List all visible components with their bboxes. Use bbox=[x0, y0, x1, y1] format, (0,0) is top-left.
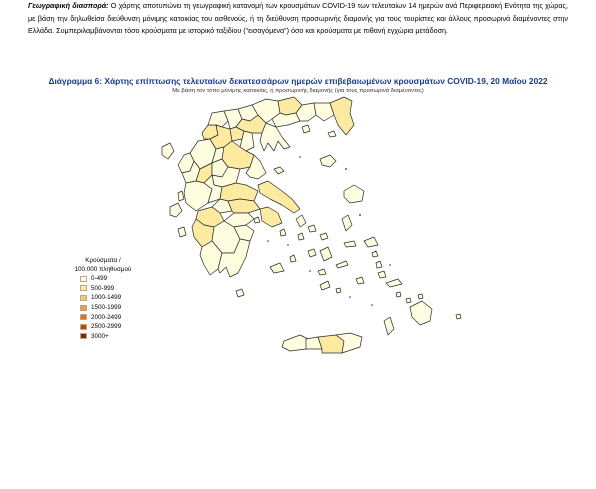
region-kythira bbox=[236, 289, 244, 297]
legend-swatch bbox=[80, 276, 87, 282]
islet-marker bbox=[389, 264, 391, 266]
islet-marker bbox=[359, 214, 361, 216]
map-legend bbox=[58, 256, 148, 341]
legend-item bbox=[80, 284, 148, 294]
region-kos bbox=[386, 279, 402, 287]
legend-swatch bbox=[80, 295, 87, 301]
region-patmos bbox=[372, 251, 378, 257]
legend-item bbox=[80, 303, 148, 313]
region-ikaria bbox=[344, 241, 356, 247]
geographic-distribution-paragraph bbox=[28, 0, 568, 38]
paragraph-body: Ο χάρτης αποτυπώνει τη γεωγραφική κατανομή των κρουσμάτων COVID-19 των τελευταίων 14 ημερών ανά Περιφερειακή Ενότητα της χώρας, με βάση την δηλωθείσα διεύθυνση μόνιμης κατοικίας του ασθενούς, ή τη διεύθυνση προσωρινής διαμονής για τους τουρίστες και άλλους προσωρινά διαμένοντες στην Ελλάδα. Συμπεριλαμβάνονται τόσο κρούσματα με ιστορικό ταξιδίου (“εισαγόμενα”) όσο και κρούσματα με πιθανή εγχώρια μετάδοση. bbox=[28, 1, 569, 36]
islet-marker bbox=[299, 156, 301, 158]
legend-item bbox=[80, 322, 148, 332]
region-thira bbox=[320, 281, 330, 290]
legend-title-line2: 100.000 πληθυσμού bbox=[74, 266, 132, 273]
region-ios bbox=[318, 269, 326, 275]
region-fthiotida bbox=[220, 183, 258, 201]
region-chania bbox=[282, 335, 308, 351]
region-andros bbox=[296, 215, 306, 227]
islet-marker bbox=[345, 168, 347, 170]
islet-marker bbox=[287, 244, 289, 246]
legend-swatch bbox=[80, 305, 87, 311]
chart-subtitle: Με βάση τον τόπο μόνιμης κατοικίας, ή προσωρινής διαμονής (για τους προσωρινά διαμένοντες) bbox=[172, 88, 424, 94]
region-chios bbox=[342, 215, 352, 231]
region-rodos bbox=[410, 301, 432, 325]
legend-label: 2000-2499 bbox=[91, 313, 122, 321]
region-paros bbox=[308, 249, 316, 257]
paragraph-heading: Γεωγραφική διασπορά: bbox=[28, 1, 109, 10]
region-zakynthos bbox=[178, 227, 186, 237]
legend-item bbox=[80, 332, 148, 342]
legend-item bbox=[80, 293, 148, 303]
region-lesvos bbox=[344, 185, 364, 203]
region-lefkada bbox=[178, 191, 184, 201]
region-chalkidiki bbox=[260, 123, 290, 151]
legend-label: 0-499 bbox=[91, 275, 108, 283]
region-sporades bbox=[274, 167, 284, 174]
region-leros bbox=[376, 261, 382, 268]
legend-item bbox=[80, 274, 148, 284]
region-amorgos bbox=[336, 261, 348, 268]
legend-label: 2500-2999 bbox=[91, 323, 122, 331]
legend-label: 3000+ bbox=[91, 332, 109, 340]
region-astypalaia bbox=[356, 277, 364, 284]
legend-label: 1500-1999 bbox=[91, 304, 122, 312]
legend-swatch bbox=[80, 324, 87, 330]
islet-marker bbox=[349, 296, 351, 298]
legend-swatch bbox=[80, 333, 87, 339]
legend-swatch bbox=[80, 314, 87, 320]
region-kefallonia bbox=[170, 203, 182, 217]
region-karpathos bbox=[384, 317, 394, 335]
region-symi bbox=[418, 294, 423, 299]
region-kastellorizo bbox=[456, 314, 461, 319]
region-tilos bbox=[406, 298, 411, 303]
region-samos bbox=[364, 237, 378, 247]
region-kea bbox=[280, 229, 286, 236]
region-thasos bbox=[302, 125, 310, 133]
legend-label: 500-999 bbox=[91, 284, 115, 292]
chart-title: Διάγραμμα 6: Χάρτης επίπτωσης τελευταίων δεκατεσσάρων ημερών επιβεβαιωμένων κρουσμάτων COVID-19, 20 Μαΐου 2022 bbox=[48, 76, 548, 86]
legend-item bbox=[80, 312, 148, 322]
islet-marker bbox=[267, 240, 269, 242]
region-sifnos bbox=[290, 255, 296, 262]
region-kerkyra bbox=[162, 143, 174, 159]
region-kalymnos bbox=[378, 271, 386, 278]
region-anafi bbox=[336, 288, 341, 293]
region-evros bbox=[330, 97, 354, 135]
region-mykonos bbox=[320, 233, 328, 240]
islet-marker bbox=[309, 270, 311, 272]
region-syros bbox=[298, 233, 304, 240]
region-naxos bbox=[320, 247, 332, 261]
region-islands-attica bbox=[254, 217, 260, 223]
legend-swatch bbox=[80, 285, 87, 291]
islet-marker bbox=[371, 304, 373, 306]
region-viotia bbox=[228, 199, 260, 213]
region-nisyros bbox=[396, 292, 401, 297]
region-milos bbox=[270, 263, 284, 273]
legend-title-line1: Κρούσματα / bbox=[85, 257, 121, 264]
region-attica bbox=[260, 207, 282, 227]
region-tinos bbox=[308, 225, 316, 232]
legend-label: 1000-1499 bbox=[91, 294, 122, 302]
legend-rows bbox=[58, 274, 148, 341]
region-limnos bbox=[320, 155, 336, 167]
region-samothraki bbox=[328, 131, 336, 137]
greece-incidence-map bbox=[150, 95, 470, 365]
